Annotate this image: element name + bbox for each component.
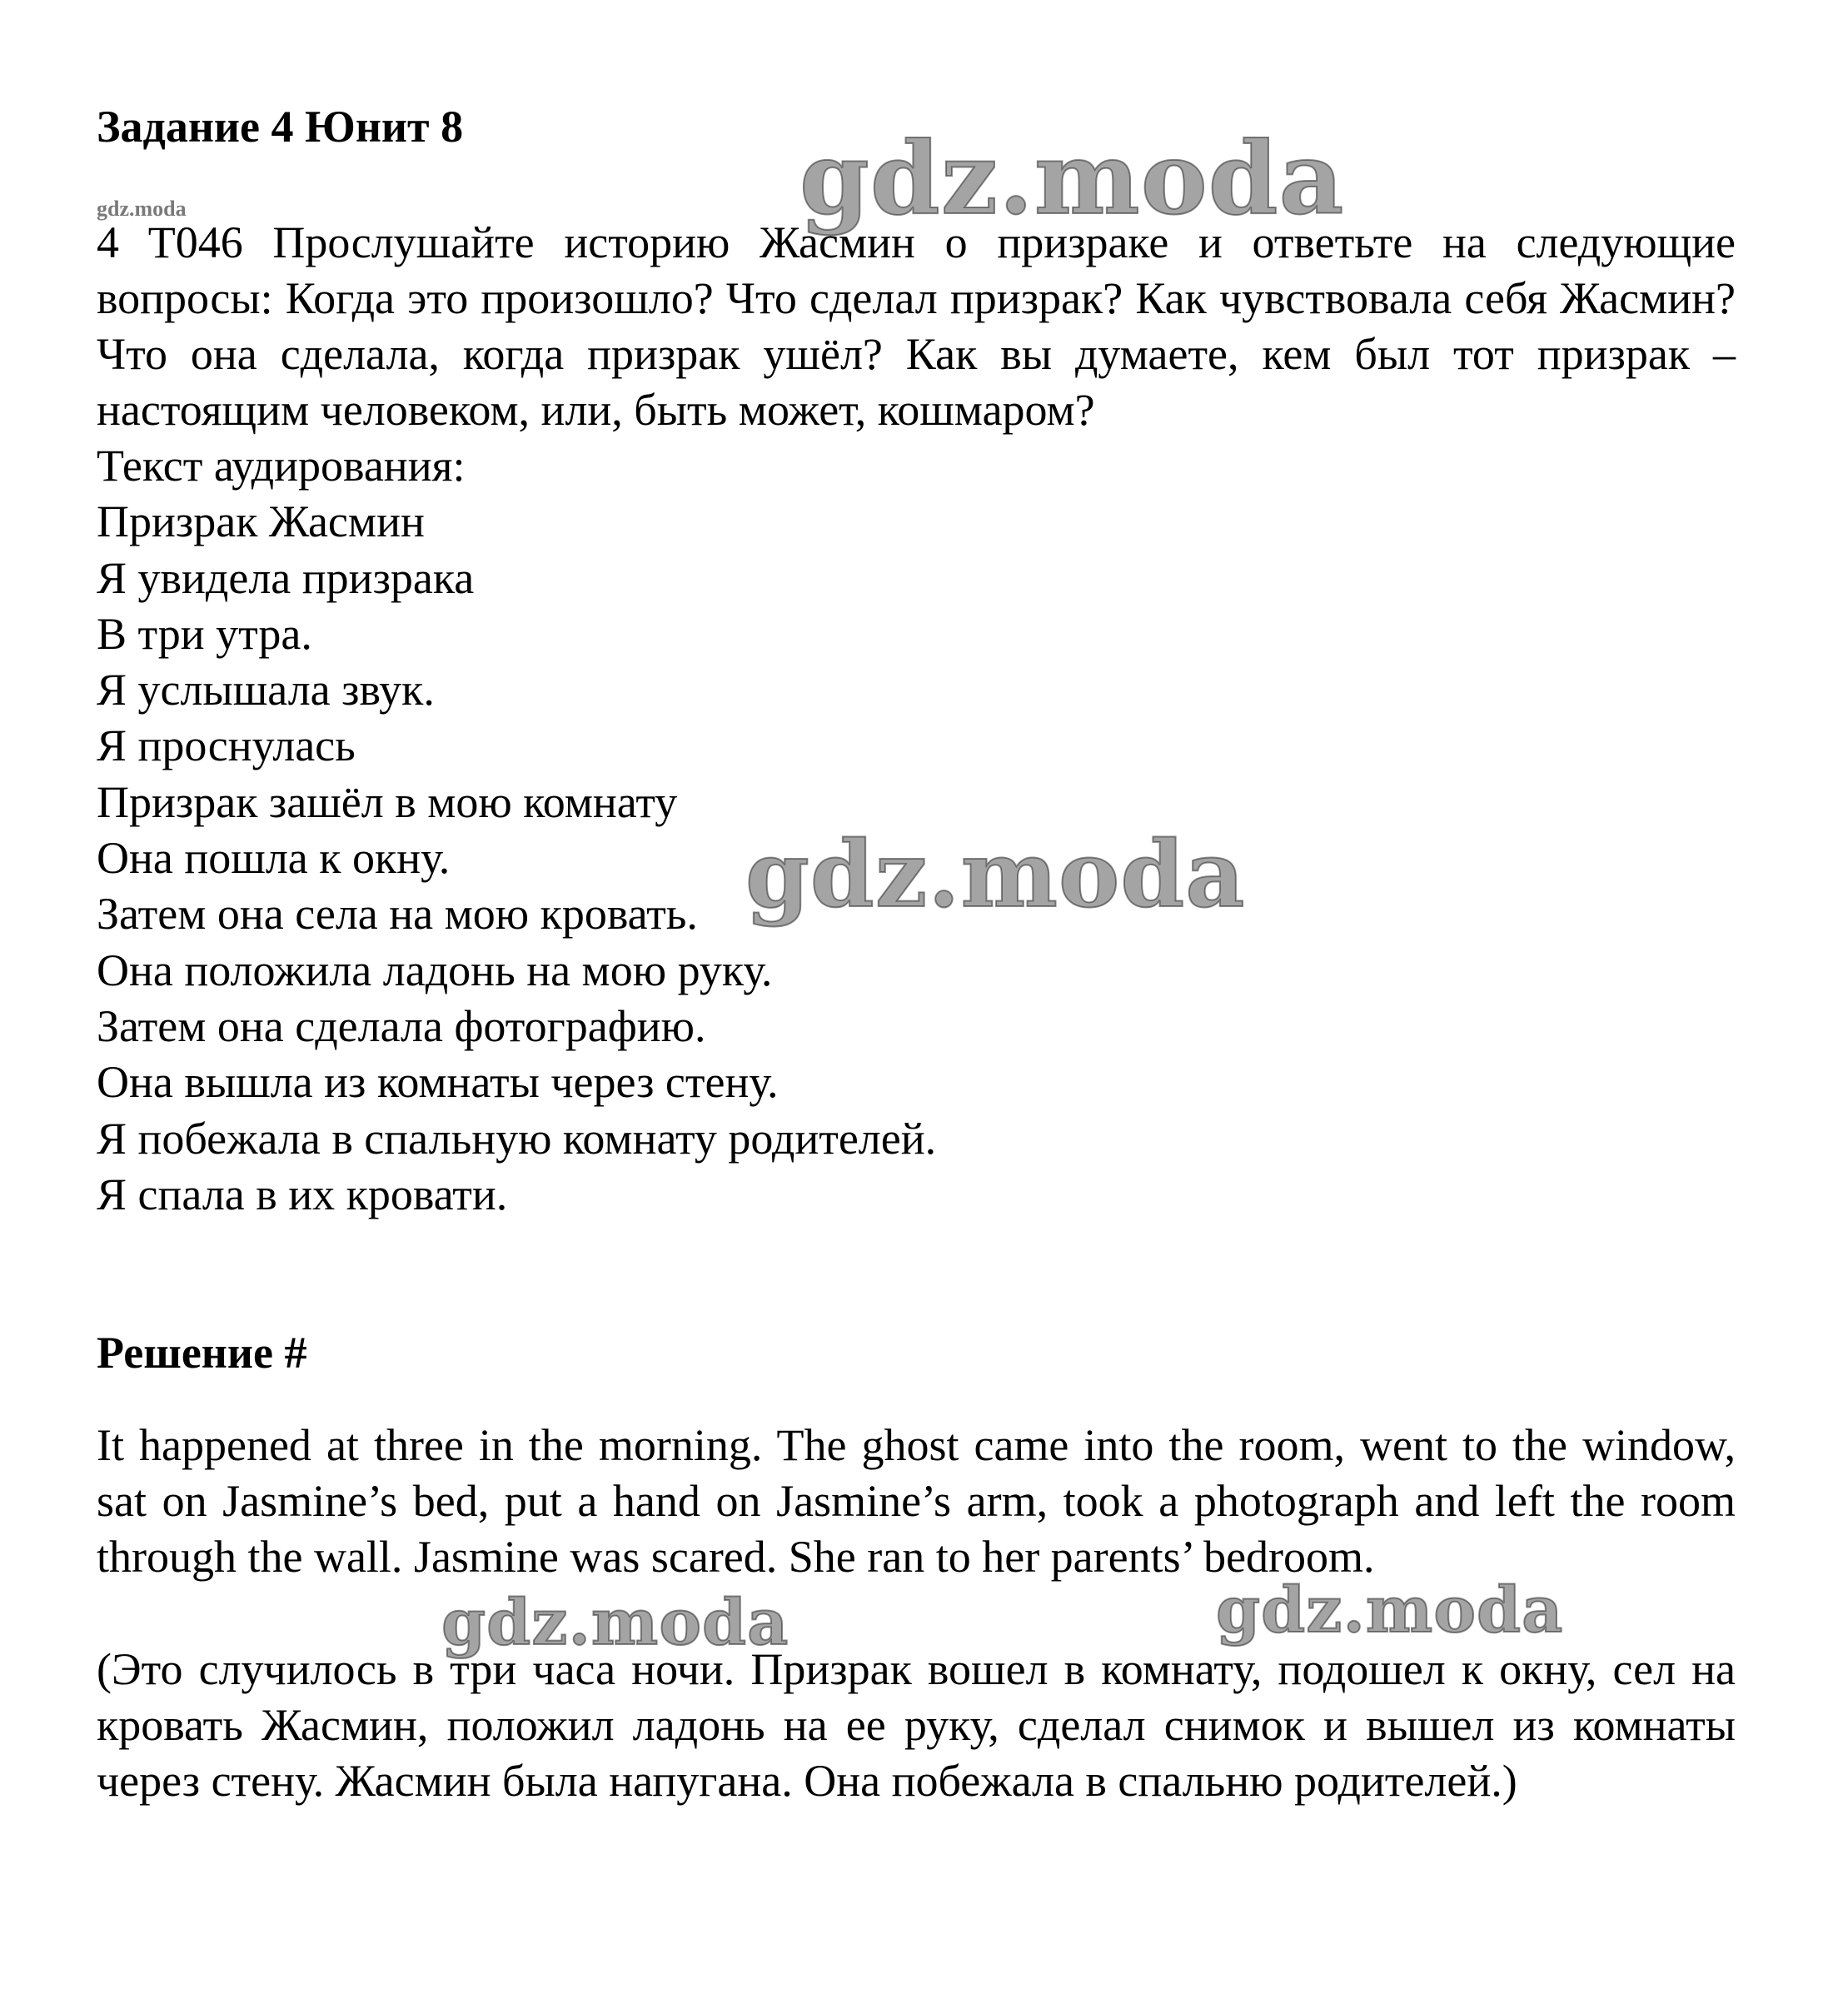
task-instructions: 4 T046 Прослушайте историю Жасмин о призраке и ответьте на следующие вопросы: Когда это произошло? Что сделал призрак? Как чувствовала себя Жасмин? Что она сделала, когда призрак ушёл? Как вы думаете, кем был тот призрак – настоящим человеком, или, быть может, кошмаром?: [97, 217, 1736, 435]
watermark-logo: gdz.moda: [441, 1585, 790, 1659]
poem-line: Я проснулась: [97, 720, 356, 771]
poem-line: Затем она сделала фотографию.: [97, 1000, 706, 1051]
answer-english: It happened at three in the morning. The ghost came into the room, went to the window, sat on Jasmine’s bed, put a hand on Jasmine’s arm, took a photograph and left the room through the wall. Jasmine was scared. She ran to her parents’ bedroom.: [97, 1420, 1736, 1582]
watermark-logo: gdz.moda: [745, 820, 1246, 928]
poem-line: Я побежала в спальную комнату родителей.: [97, 1113, 937, 1164]
poem-line: Она пошла к окну.: [97, 833, 451, 884]
poem-line: Затем она села на мою кровать.: [97, 889, 698, 940]
poem-title: Призрак Жасмин: [97, 496, 425, 547]
poem-line: Она положила ладонь на мою руку.: [97, 945, 773, 995]
poem-line: В три утра.: [97, 608, 312, 659]
poem-line: Я увидела призрака: [97, 552, 475, 603]
page-title: Задание 4 Юнит 8: [97, 102, 464, 152]
small-watermark: gdz.moda: [97, 197, 187, 221]
watermark-logo: gdz.moda: [799, 120, 1345, 237]
poem-line: Я услышала звук.: [97, 665, 435, 715]
poem-line: Она вышла из комнаты через стену.: [97, 1057, 779, 1108]
poem-line: Я спала в их кровати.: [97, 1169, 508, 1219]
solution-heading: Решение #: [97, 1328, 307, 1378]
watermark-logo: gdz.moda: [1216, 1573, 1564, 1647]
answer-translation: (Это случилось в три часа ночи. Призрак вошел в комнату, подошел к окну, сел на кровать Жасмин, положил ладонь на ее руку, сделал снимок и вышел из комнаты через стену. Жасмин была напугана. Она побежала в спальню родителей.): [97, 1644, 1736, 1806]
poem-line: Призрак зашёл в мою комнату: [97, 776, 678, 827]
listening-heading: Текст аудирования:: [97, 441, 466, 491]
listening-text: [97, 438, 1736, 1223]
